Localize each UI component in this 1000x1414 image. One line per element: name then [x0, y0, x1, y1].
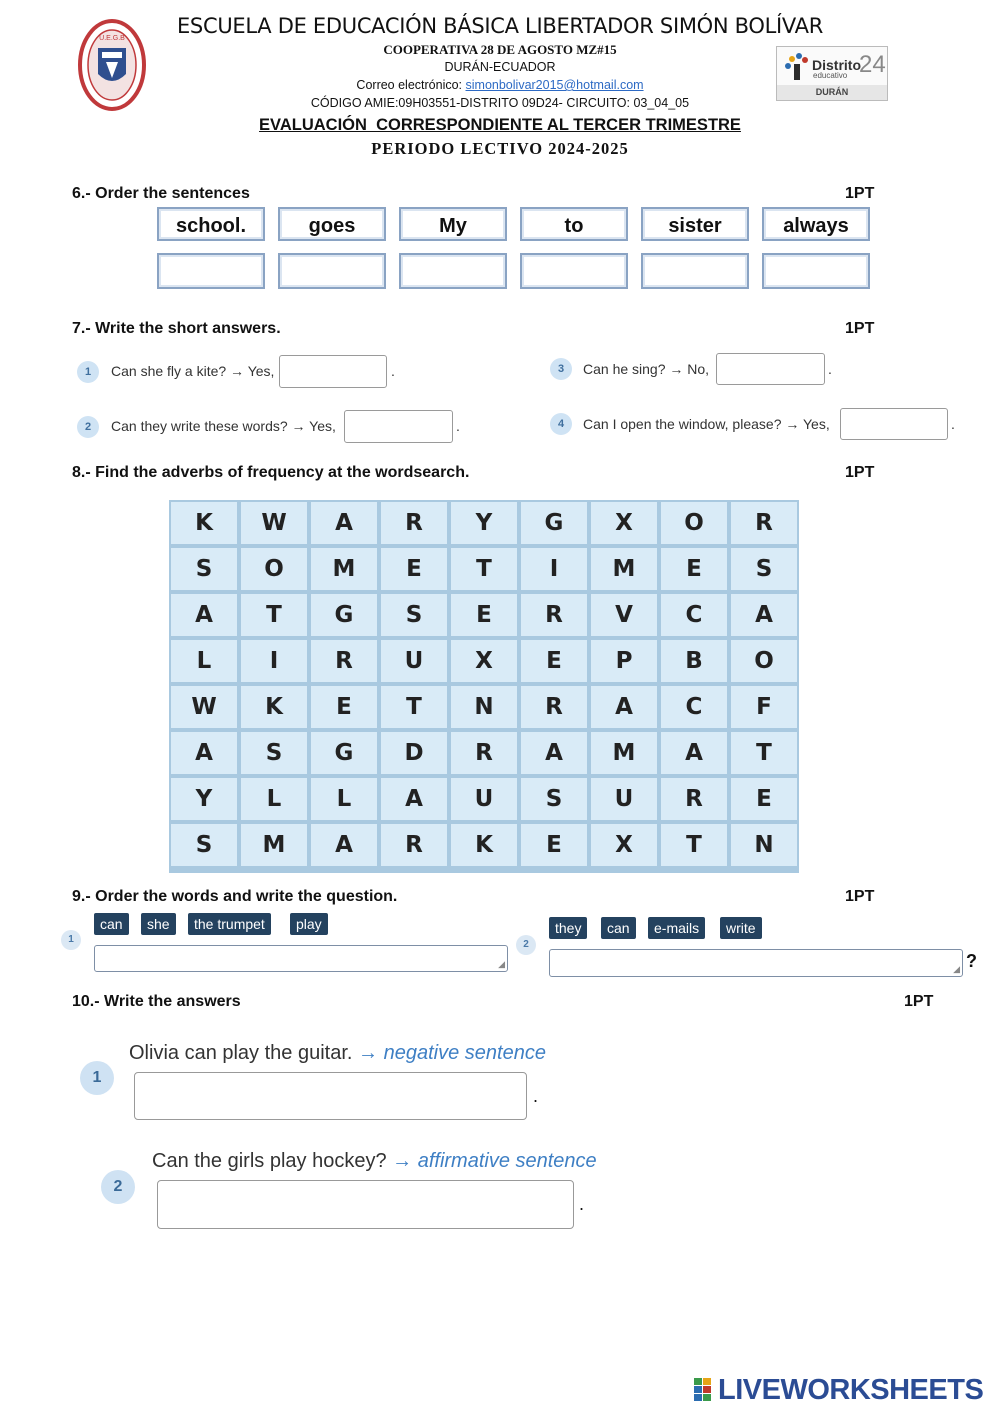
q6-points: 1PT [845, 185, 875, 202]
q7-answer-1-input[interactable] [279, 355, 387, 388]
wordsearch-cell[interactable]: D [381, 732, 447, 774]
wordsearch-cell[interactable]: T [451, 548, 517, 590]
wordsearch-cell[interactable]: Y [171, 778, 237, 820]
wordsearch-cell[interactable]: E [521, 640, 587, 682]
q6-drop-box-2[interactable] [278, 253, 386, 289]
q9-chip-1-4[interactable]: play [290, 913, 328, 935]
wordsearch-cell[interactable]: L [241, 778, 307, 820]
q6-drop-box-6[interactable] [762, 253, 870, 289]
wordsearch-cell[interactable]: X [591, 502, 657, 544]
distrito-city: DURÁN [777, 85, 887, 100]
q9-question-mark: ? [966, 951, 977, 971]
q7-question-4: Can I open the window, please? → Yes, [583, 416, 830, 432]
q7-answer-4-input[interactable] [840, 408, 948, 440]
wordsearch-cell[interactable]: I [241, 640, 307, 682]
wordsearch-cell[interactable]: S [171, 824, 237, 866]
wordsearch-cell[interactable]: Y [451, 502, 517, 544]
q10-period-1: . [533, 1086, 539, 1106]
q7-question-2: Can they write these words? → Yes, [111, 418, 336, 434]
q7-question-1: Can she fly a kite? → Yes, [111, 363, 275, 379]
q6-word-tile-6[interactable]: always [762, 207, 870, 241]
wordsearch-cell[interactable]: G [311, 732, 377, 774]
email-label: Correo electrónico: [356, 78, 463, 92]
q10-title: 10.- Write the answers [72, 993, 241, 1010]
q10-sentence-1: Olivia can play the guitar. [129, 1042, 353, 1064]
q9-number-2: 2 [516, 935, 536, 955]
wordsearch-cell[interactable]: A [171, 732, 237, 774]
wordsearch-cell[interactable]: U [591, 778, 657, 820]
wordsearch-cell[interactable]: S [171, 548, 237, 590]
q7-answer-2-input[interactable] [344, 410, 453, 443]
wordsearch-cell[interactable]: W [241, 502, 307, 544]
school-address: COOPERATIVA 28 DE AGOSTO MZ#15 [383, 42, 617, 57]
wordsearch-cell[interactable]: S [521, 778, 587, 820]
liveworksheets-brand[interactable]: LIVEWORKSHEETS [718, 1374, 984, 1406]
wordsearch-cell[interactable]: S [241, 732, 307, 774]
q6-drop-box-3[interactable] [399, 253, 507, 289]
q10-hint-1: negative sentence [383, 1042, 546, 1064]
wordsearch-cell[interactable]: W [171, 686, 237, 728]
wordsearch-cell[interactable]: R [521, 686, 587, 728]
q6-word-tile-1[interactable]: school. [157, 207, 265, 241]
q8-points: 1PT [845, 464, 875, 481]
q6-title: 6.- Order the sentences [72, 185, 250, 202]
period-title: PERIODO LECTIVO 2024-2025 [371, 139, 629, 158]
wordsearch-cell[interactable]: I [521, 548, 587, 590]
wordsearch-cell[interactable]: M [591, 732, 657, 774]
distrito-logo [776, 46, 888, 101]
wordsearch-grid[interactable] [169, 500, 799, 873]
wordsearch-cell[interactable]: A [591, 686, 657, 728]
wordsearch-cell[interactable]: E [661, 548, 727, 590]
wordsearch-cell[interactable]: F [731, 686, 797, 728]
wordsearch-cell[interactable]: A [521, 732, 587, 774]
q6-word-tile-5[interactable]: sister [641, 207, 749, 241]
wordsearch-cell[interactable]: C [661, 594, 727, 636]
wordsearch-cell[interactable]: N [451, 686, 517, 728]
wordsearch-cell[interactable]: O [241, 548, 307, 590]
wordsearch-cell[interactable]: U [451, 778, 517, 820]
wordsearch-cell[interactable]: R [661, 778, 727, 820]
wordsearch-cell[interactable]: G [521, 502, 587, 544]
q6-word-tile-3[interactable]: My [399, 207, 507, 241]
q9-chip-1-1[interactable]: can [94, 913, 129, 935]
q9-answer-1-textarea[interactable] [94, 945, 508, 972]
wordsearch-cell[interactable]: R [381, 824, 447, 866]
q6-drop-box-4[interactable] [520, 253, 628, 289]
distrito-sub: educativo [813, 71, 848, 80]
q10-points: 1PT [904, 993, 934, 1010]
wordsearch-cell[interactable]: T [731, 732, 797, 774]
q10-answer-2-input[interactable] [157, 1180, 574, 1229]
wordsearch-cell[interactable]: N [731, 824, 797, 866]
wordsearch-cell[interactable]: P [591, 640, 657, 682]
wordsearch-cell[interactable]: U [381, 640, 447, 682]
wordsearch-cell[interactable]: K [241, 686, 307, 728]
q7-number-4: 4 [550, 413, 572, 435]
q9-answer-2-textarea[interactable] [549, 949, 963, 977]
q7-question-3: Can he sing? → No, [583, 361, 710, 377]
q6-word-tile-2[interactable]: goes [278, 207, 386, 241]
school-logo-text: U.E.G.B [99, 35, 125, 42]
wordsearch-cell[interactable]: T [661, 824, 727, 866]
q7-period-1: . [391, 363, 395, 379]
q7-answer-3-input[interactable] [716, 353, 825, 385]
distrito-name: Distrito [812, 57, 861, 73]
wordsearch-cell[interactable]: L [171, 640, 237, 682]
wordsearch-cell[interactable]: S [731, 548, 797, 590]
wordsearch-cell[interactable]: A [731, 594, 797, 636]
wordsearch-cell[interactable]: M [591, 548, 657, 590]
distrito-number: 24 [859, 51, 886, 78]
q9-chip-2-4[interactable]: write [720, 917, 762, 939]
q10-period-2: . [579, 1194, 585, 1214]
q7-period-2: . [456, 418, 460, 434]
wordsearch-cell[interactable]: V [591, 594, 657, 636]
q9-points: 1PT [845, 888, 875, 905]
evaluation-title: EVALUACIÓN CORRESPONDIENTE AL TERCER TRIMESTRE [259, 116, 741, 134]
wordsearch-cell[interactable]: X [591, 824, 657, 866]
wordsearch-cell[interactable]: R [521, 594, 587, 636]
school-city: DURÁN-ECUADOR [444, 60, 556, 74]
wordsearch-cell[interactable]: S [381, 594, 447, 636]
wordsearch-cell[interactable]: R [731, 502, 797, 544]
q7-title: 7.- Write the short answers. [72, 320, 281, 337]
q7-period-3: . [828, 361, 832, 377]
wordsearch-cell[interactable]: A [171, 594, 237, 636]
q10-number-2: 2 [101, 1170, 135, 1204]
q9-chip-2-3[interactable]: e-mails [648, 917, 705, 939]
q7-number-2: 2 [77, 416, 99, 438]
q9-chip-1-3[interactable]: the trumpet [188, 913, 271, 935]
wordsearch-cell[interactable]: T [381, 686, 447, 728]
q10-arrow-1: → [352, 1042, 384, 1064]
wordsearch-cell[interactable]: G [311, 594, 377, 636]
q8-title: 8.- Find the adverbs of frequency at the wordsearch. [72, 464, 470, 481]
wordsearch-cell[interactable]: A [311, 824, 377, 866]
wordsearch-cell[interactable]: C [661, 686, 727, 728]
wordsearch-cell[interactable]: K [451, 824, 517, 866]
wordsearch-cell[interactable]: M [311, 548, 377, 590]
q10-sentence-2: Can the girls play hockey? [152, 1150, 387, 1172]
school-codes: CÓDIGO AMIE:09H03551-DISTRITO 09D24- CIRCUITO: 03_04_05 [310, 96, 690, 110]
q9-chip-2-1[interactable]: they [549, 917, 587, 939]
wordsearch-cell[interactable]: A [311, 502, 377, 544]
q6-word-tile-4[interactable]: to [520, 207, 628, 241]
email-link[interactable]: simonbolivar2015@hotmail.com [465, 78, 644, 92]
q6-drop-box-1[interactable] [157, 253, 265, 289]
q9-title: 9.- Order the words and write the question. [72, 888, 398, 905]
q10-number-1: 1 [80, 1061, 114, 1095]
resize-grip-icon[interactable]: ◢ [498, 959, 505, 969]
q10-answer-1-input[interactable] [134, 1072, 527, 1120]
wordsearch-cell[interactable]: B [661, 640, 727, 682]
q10-arrow-2: → [386, 1150, 418, 1172]
q9-number-1: 1 [61, 930, 81, 950]
q10-hint-2: affirmative sentence [417, 1150, 597, 1172]
wordsearch-cell[interactable]: E [521, 824, 587, 866]
liveworksheets-logo-icon [694, 1378, 712, 1402]
wordsearch-cell[interactable]: O [661, 502, 727, 544]
wordsearch-cell[interactable]: A [661, 732, 727, 774]
wordsearch-cell[interactable]: E [451, 594, 517, 636]
q10-prompt-2 [152, 1150, 597, 1173]
wordsearch-cell[interactable]: K [171, 502, 237, 544]
wordsearch-cell[interactable]: A [381, 778, 447, 820]
wordsearch-cell[interactable]: E [311, 686, 377, 728]
wordsearch-cell[interactable]: R [381, 502, 447, 544]
q7-number-3: 3 [550, 358, 572, 380]
school-name: ESCUELA DE EDUCACIÓN BÁSICA LIBERTADOR SIMÓN BOLÍVAR [176, 14, 824, 38]
wordsearch-cell[interactable]: E [731, 778, 797, 820]
q6-drop-box-5[interactable] [641, 253, 749, 289]
wordsearch-cell[interactable]: O [731, 640, 797, 682]
q7-number-1: 1 [77, 361, 99, 383]
wordsearch-cell[interactable]: X [451, 640, 517, 682]
wordsearch-cell[interactable]: M [241, 824, 307, 866]
q7-points: 1PT [845, 320, 875, 337]
q10-prompt-1 [129, 1042, 546, 1065]
wordsearch-cell[interactable]: R [451, 732, 517, 774]
q9-chip-1-2[interactable]: she [141, 913, 176, 935]
q7-period-4: . [951, 416, 955, 432]
wordsearch-cell[interactable]: T [241, 594, 307, 636]
wordsearch-cell[interactable]: E [381, 548, 447, 590]
resize-grip-icon[interactable]: ◢ [953, 964, 960, 974]
wordsearch-cell[interactable]: L [311, 778, 377, 820]
q9-chip-2-2[interactable]: can [601, 917, 636, 939]
wordsearch-cell[interactable]: R [311, 640, 377, 682]
